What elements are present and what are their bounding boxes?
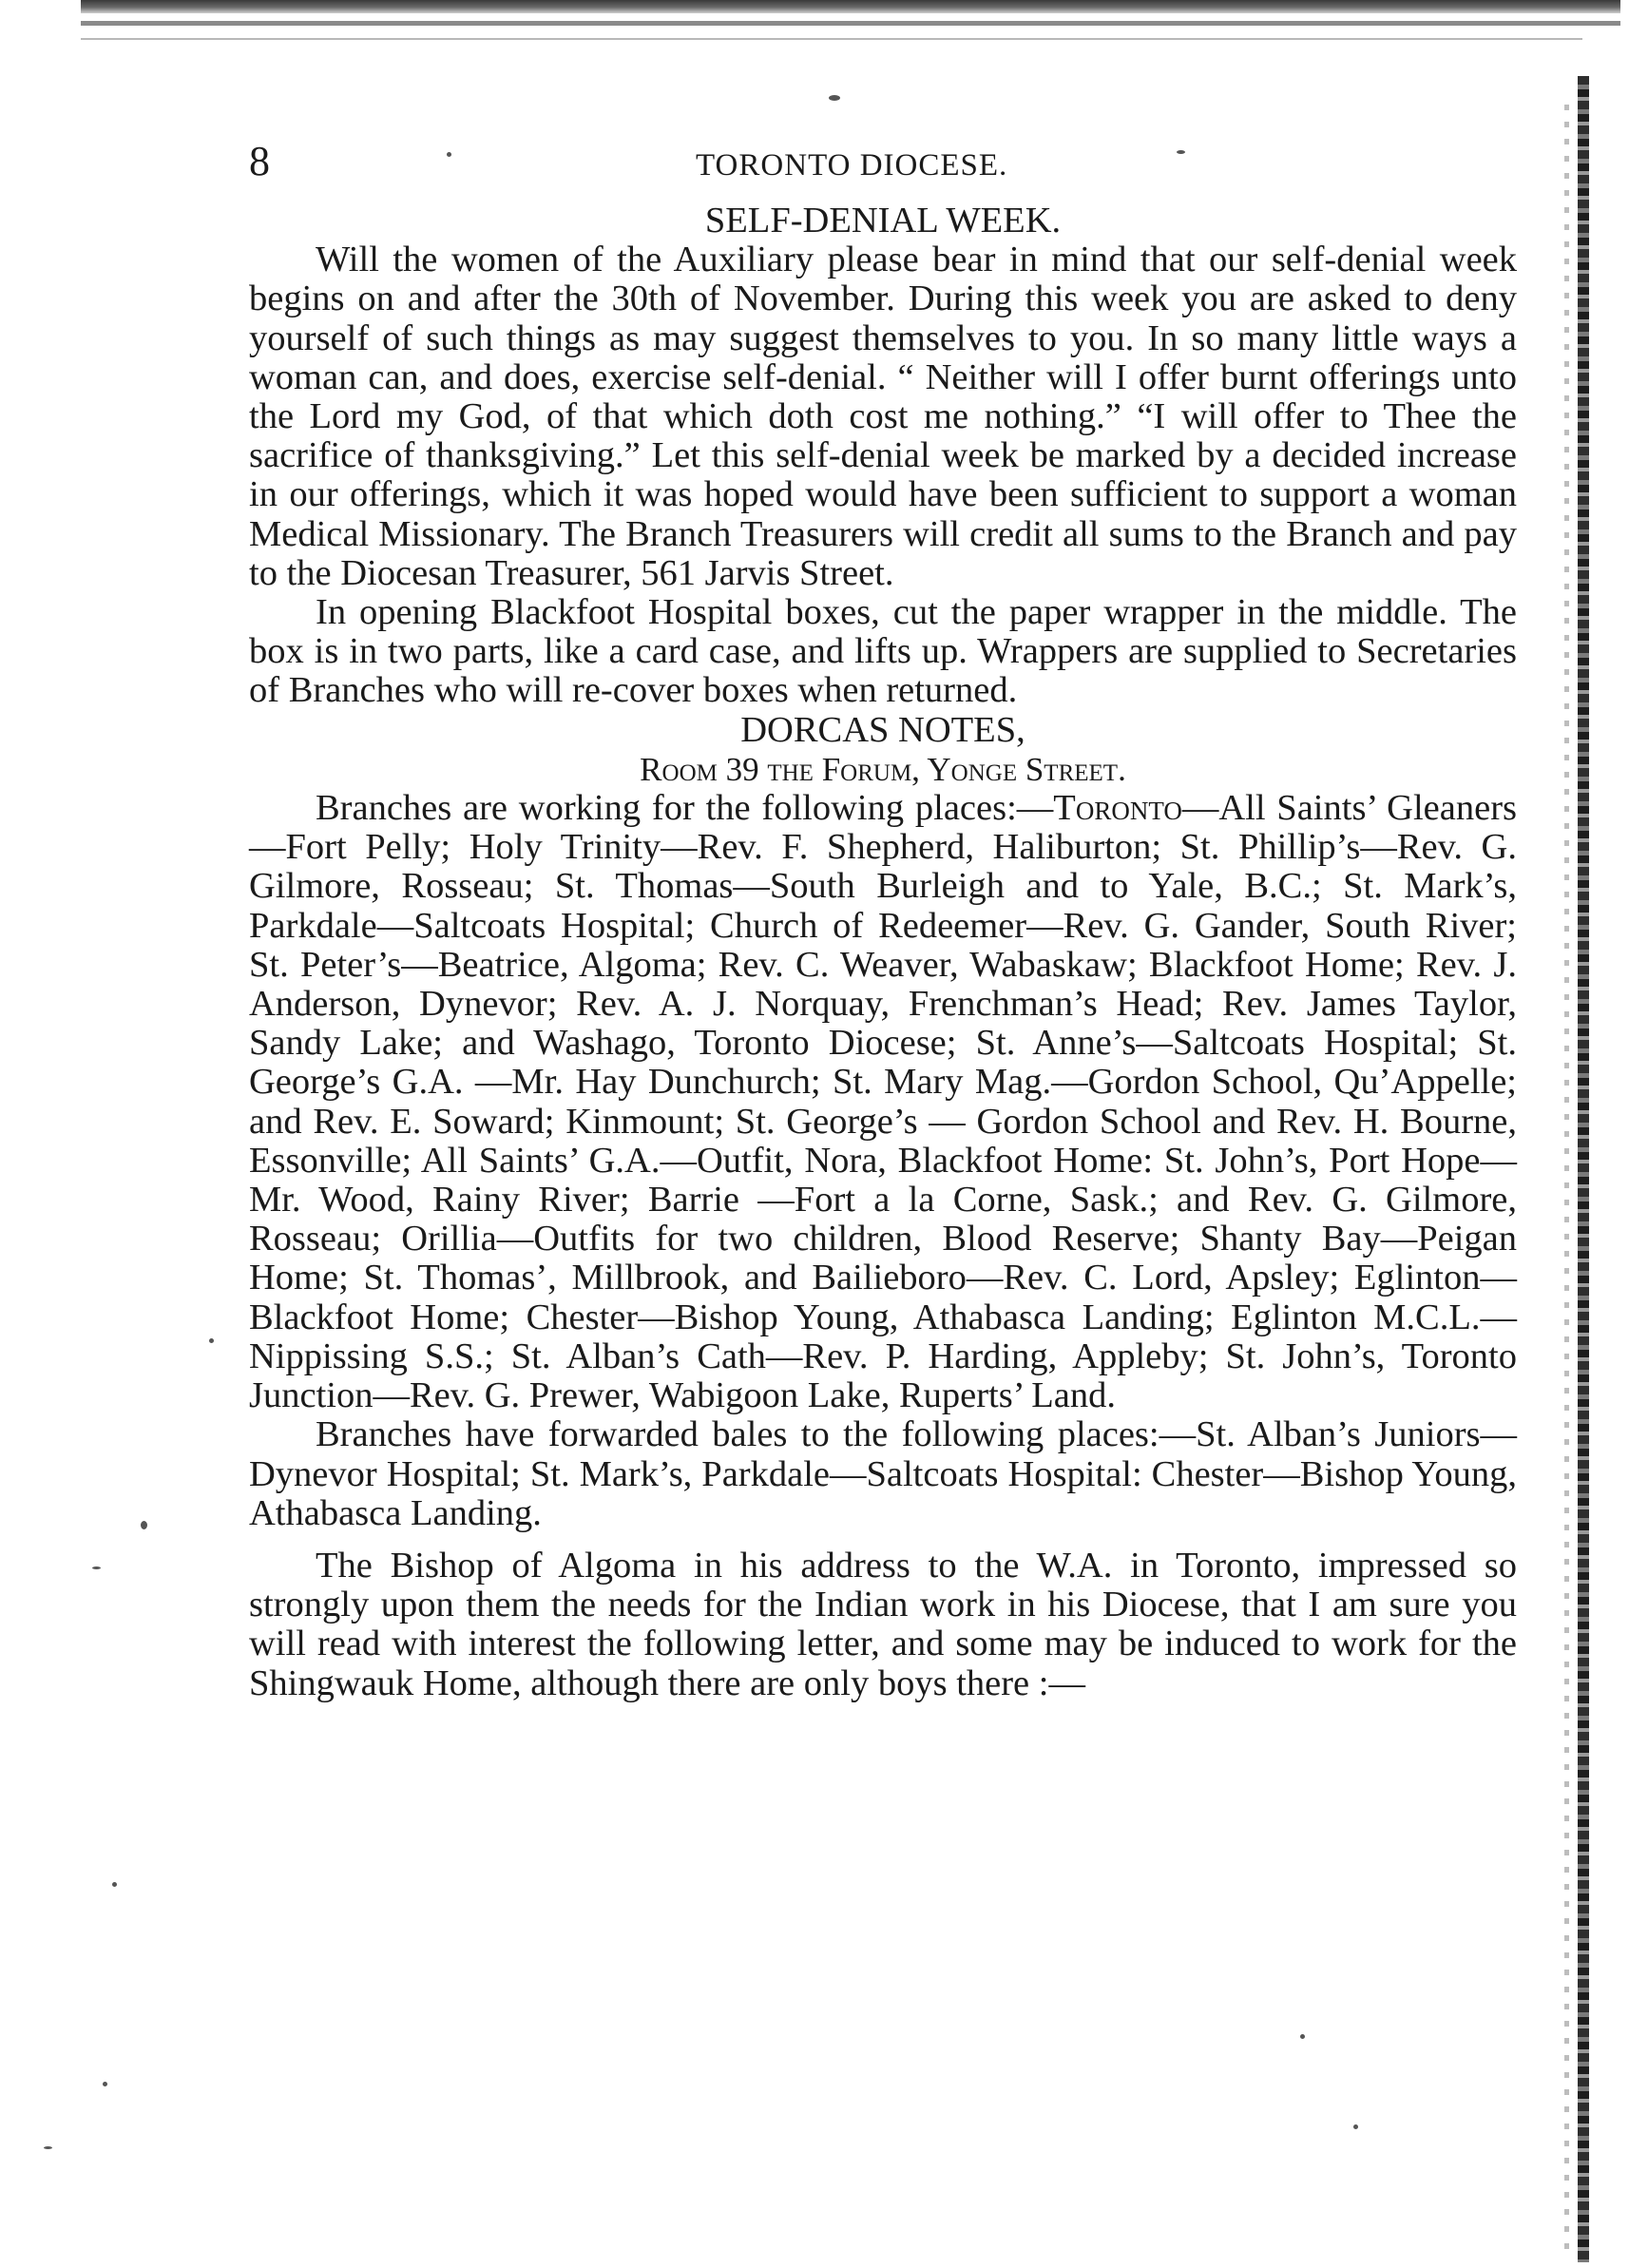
- scan-speck: [92, 1566, 101, 1569]
- scan-top-edge-line: [81, 21, 1620, 26]
- paragraph-self-denial-week: Will the women of the Auxiliary please bear in mind that our self-denial week begins on and after the 30th of November. During this week you are asked to deny yourself of such things as may suggest themselves to you. In so many little ways a woman can, and does, exercise self-denial. “ Neither will I offer burnt offerings unto the Lord my God, of that which doth cost me nothing.” “I will offer to Thee the sacrifice of thanksgiving.” Let this self-denial week be marked by a decided increase in our offerings, which it was hoped would have been sufficient to support a woman Medical Missionary. The Branch Treasurers will credit all sums to the Branch and pay to the Diocesan Treasurer, 561 Jarvis Street.: [249, 240, 1517, 593]
- paragraph-branches-working: [249, 789, 1517, 1415]
- page-body: [249, 202, 1517, 1703]
- scan-speck: [1353, 2124, 1358, 2129]
- scan-top-edge-thin-line: [81, 38, 1582, 40]
- scan-speck: [141, 1521, 147, 1529]
- branches-working-intro: Branches are working for the following places:—: [316, 788, 1054, 829]
- section-heading-dorcas-notes: DORCAS NOTES,: [740, 709, 1025, 750]
- scan-speck: [112, 1882, 117, 1887]
- running-head-title: TORONTO DIOCESE.: [696, 148, 1008, 183]
- running-head: [249, 138, 1211, 190]
- scan-binding-shadow: [1564, 105, 1569, 2253]
- scan-speck: [1300, 2034, 1305, 2039]
- scan-speck: [103, 2082, 107, 2086]
- branches-working-place: Toronto: [1053, 788, 1182, 829]
- paragraph-bales-forwarded: Branches have forwarded bales to the following places:—St. Alban’s Juniors—Dynevor Hospital; St. Mark’s, Parkdale—Saltcoats Hospital: Chester—Bishop Young, Athabasca Landing.: [249, 1414, 1517, 1533]
- paragraph-bishop-of-algoma: The Bishop of Algoma in his address to the W.A. in Toronto, impressed so strongly upon them the needs for the Indian work in his Diocese, that I am sure you will read with interest the following letter, and some may be induced to work for the Shingwauk Home, although there are only boys there :—: [249, 1545, 1517, 1703]
- section-heading-self-denial-week: SELF-DENIAL WEEK.: [704, 201, 1062, 240]
- scan-binding-edge: [1578, 76, 1589, 2262]
- section-subheading-dorcas-address: Room 39 the Forum, Yonge Street.: [640, 750, 1126, 788]
- scan-top-edge: [81, 0, 1620, 13]
- branches-working-list: —All Saints’ Gleaners—Fort Pelly; Holy Trinity—Rev. F. Shepherd, Haliburton; St. Phillip’s—Rev. G. Gilmore, Rosseau; St. Thomas—South Burleigh and to Yale, B.C.; St. Mark’s, Parkdale—Saltcoats Hospital; Church of Redeemer—Rev. G. Gander, South River; St. Peter’s—Beatrice, Algoma; Rev. C. Weaver, Wabaskaw; Blackfoot Home; Rev. J. Anderson, Dynevor; Rev. A. J. Norquay, Frenchman’s Head; Rev. James Taylor, Sandy Lake; and Washago, Toronto Diocese; St. Anne’s—Saltcoats Hospital; St. George’s G.A. —Mr. Hay Dunchurch; St. Mary Mag.—Gordon School, Qu’Appelle; and Rev. E. Soward; Kinmount; St. George’s — Gordon School and Rev. H. Bourne, Essonville; All Saints’ G.A.—Outfit, Nora, Blackfoot Home: St. John’s, Port Hope—Mr. Wood, Rainy River; Barrie —Fort a la Corne, Sask.; and Rev. G. Gilmore, Rosseau; Orillia—Outfits for two children, Blood Reserve; Shanty Bay—Peigan Home; St. Thomas’, Millbrook, and Bailieboro—Rev. C. Lord, Apsley; Eglinton—Blackfoot Home; Chester—Bishop Young, Athabasca Landing; Eglinton M.C.L.—Nippissing S.S.; St. Alban’s Cath—Rev. P. Harding, Appleby; St. John’s, Toronto Junction—Rev. G. Prewer, Wabigoon Lake, Ruperts’ Land.: [249, 788, 1517, 1416]
- scan-speck: [209, 1338, 214, 1343]
- scan-speck: [44, 2146, 52, 2149]
- page-number: 8: [249, 138, 271, 184]
- paragraph-blackfoot-boxes: In opening Blackfoot Hospital boxes, cut the paper wrapper in the middle. The box is in two parts, like a card case, and lifts up. Wrappers are supplied to Secretaries of Branches who will re-cover boxes when returned.: [249, 592, 1517, 711]
- scan-speck: [829, 95, 840, 101]
